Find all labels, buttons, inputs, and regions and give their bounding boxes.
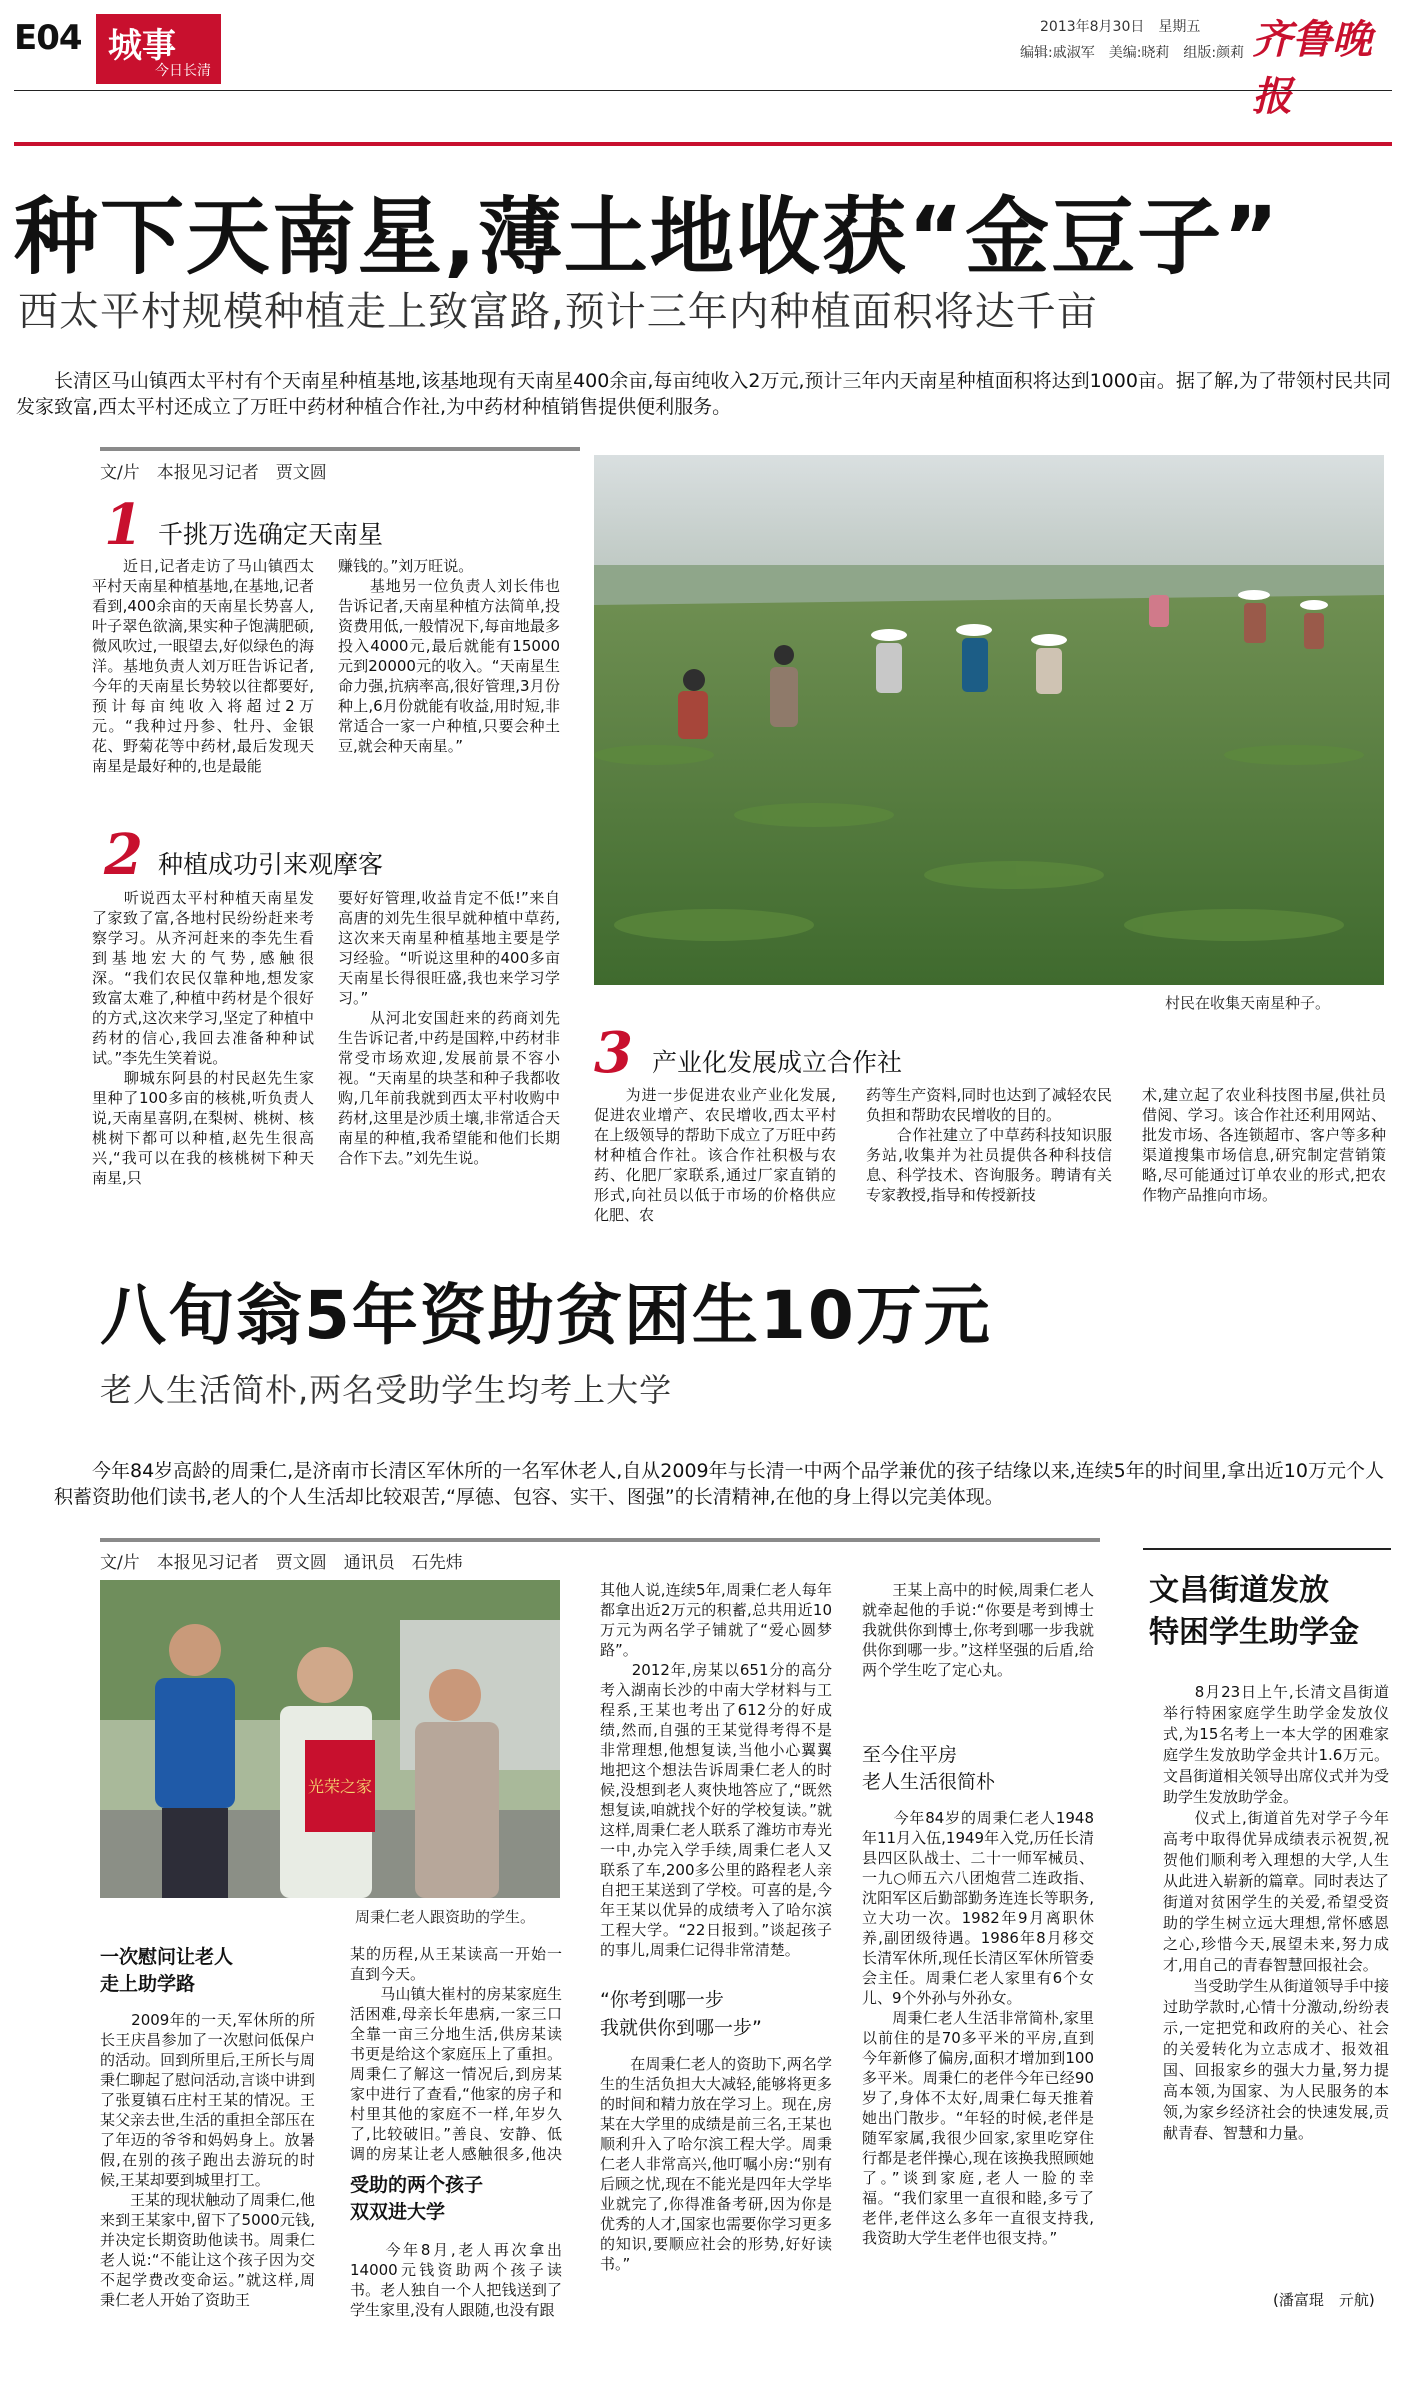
editor-credits: 编辑:戚淑军 美编:晓莉 组版:颜莉 [1020, 45, 1245, 61]
story2-subhead-1: 一次慰问让老人 走上助学路 [100, 1946, 234, 1995]
byline-rule [100, 447, 580, 451]
farm-field-photo [594, 455, 1384, 985]
header-red-rule [14, 142, 1392, 146]
story2-column-3b: 今年84岁的周秉仁老人1948年11月入伍,1949年入党,历任长清县四区队战士、二十一师军械员、一九○师五六八团炮营二连政指、沈阳军区后勤部勤务连连长等职务,立大功一次。1982年9月离职休养,副团级待遇。1986年8月移交长清军休所,现任长清区军休所管委会主任。周秉仁老人家里有6个女儿、9个外孙与外孙女。 周秉仁老人生活非常简朴,家里以前住的是70多平米的平房,直到今年新修了偏房,面积才增加到100多平米。周秉仁的老伴今年已经90岁了,身体不太好,周秉仁每天推着她出门散步。“年轻的时候,老伴是随军家属,我很少回家,家里吃穿住行都是老伴操心,现在该换我照顾她了。”谈到家庭,老人一脸的幸福。“我们家里一直很和睦,多亏了老伴,老伴这么多年一直很支持我,我资助大学生老伴也很支持。” [862, 1809, 1094, 2247]
plaque-text: 光荣之家 [307, 1777, 373, 1796]
story1-lead: 长清区马山镇西太平村有个天南星种植基地,该基地现有天南星400余亩,每亩纯收入2万元,预计三年内天南星种植面积将达到1000亩。据了解,为了带领村民共同发家致富,西太平村还成立了万旺中药材种植合作社,为中药材种植销售提供便利服务。 [16, 370, 1391, 418]
story1-sec1-column-a: 近日,记者走访了马山镇西太平村天南星种植基地,在基地,记者看到,400余亩的天南星长势喜人,叶子翠色欲滴,果实种子饱满肥硕,微风吹过,一眼望去,好似绿色的海洋。基地负责人刘万旺告诉记者,今年的天南星长势较以往都要好,预计每亩纯收入将超过2万元。“我种过丹参、牡丹、金银花、野菊花等中药材,最后发现天南星是最好种的,也是最能 [92, 557, 314, 775]
sidebar-credit: (潘富琨 亓航) [1273, 2291, 1375, 2309]
story1-subheadline: 西太平村规模种植走上致富路,预计三年内种植面积将达千亩 [18, 289, 1098, 335]
byline-rule [100, 1538, 1100, 1542]
farm-field-image [594, 455, 1384, 985]
section-number: 3 [594, 1020, 633, 1086]
story2-subheadline: 老人生活简朴,两名受助学生均考上大学 [100, 1371, 673, 1409]
newspaper-logo: 齐鲁晚报 [1252, 16, 1372, 120]
sidebar-body: 8月23日上午,长清文昌街道举行特困家庭学生助学金发放仪式,为15名考上一本大学的困难家庭学生发放助学金共计1.6万元。文昌街道相关领导出席仪式并为受助学生发放助学金。 仪式上,街道首先对学子今年高考中取得优异成绩表示祝贺,祝贺他们顺利考入理想的大学,人生从此进入崭新的篇章。同时表达了街道对贫困学生的关爱,希望受资助的学生树立远大理想,常怀感恩之心,珍惜今天,展望未来,努力成才,用自己的青春智慧回报社会。 当受助学生从街道领导手中接过助学款时,心情十分激动,纷纷表示,一定把党和政府的关心、社会的关爱转化为立志成才、报效祖国、回报家乡的强大力量,努力提高本领,为国家、为人民服务的本领,为家乡经济社会的快速发展,贡献青春、智慧和力量。 [1163, 1683, 1389, 2142]
section-title: 产业化发展成立合作社 [652, 1048, 903, 1077]
story2-headline: 八旬翁5年资助贫困生10万元 [100, 1277, 992, 1354]
portrait-caption: 周秉仁老人跟资助的学生。 [355, 1908, 536, 1926]
section-name: 城事 [108, 26, 176, 66]
story1-sec3-column-a: 为进一步促进农业产业化发展,促进农业增产、农民增收,西太平村在上级领导的帮助下成立了万旺中药材种植合作社。该合作社积极与农药、化肥厂家联系,通过厂家直销的形式,向社员以低于市场的价格供应化肥、农 [594, 1086, 836, 1224]
section-title: 千挑万选确定天南星 [158, 520, 384, 549]
story2-subhead-3: 至今住平房 老人生活很简朴 [862, 1744, 996, 1793]
section-number: 2 [104, 822, 143, 888]
story2-column-2a: 其他人说,连续5年,周秉仁老人每年都拿出近2万元的积蓄,总共用近10万元为两名学子铺就了“爱心圆梦路”。 2012年,房某以651分的高分考入湖南长沙的中南大学材料与工程系,王某也考出了612分的好成绩,然而,自强的王某觉得考得不是非常理想,他想复读,当他小心翼翼地把这个想法告诉周秉仁老人的时候,没想到老人爽快地答应了,“既然想复读,咱就找个好的学校复读。”就这样,周秉仁老人联系了潍坊市寿光一中,办完入学手续,周秉仁老人又联系了车,200多公里的路程老人亲自把王某送到了学校。可喜的是,今年王某以优异的成绩考入了哈尔滨工程大学。“22日报到。”谈起孩子的事儿,周秉仁记得非常清楚。 [600, 1581, 832, 1959]
portrait-image [100, 1580, 560, 1898]
story1-sec1-column-b: 赚钱的。”刘万旺说。 基地另一位负责人刘长伟也告诉记者,天南星种植方法简单,投资费用低,一般情况下,每亩地最多投入4000元,最后就能有15000元到20000元的收入。“天南星生命力强,抗病率高,很好管理,3月份种上,6月份就能有收益,用时短,非常适合一家一户种植,只要会种土豆,就会种天南星。” [338, 557, 560, 755]
story2-subhead-2: 受助的两个孩子 双双进大学 [350, 2174, 484, 2223]
farm-photo-caption: 村民在收集天南星种子。 [1165, 994, 1331, 1012]
portrait-photo [100, 1580, 560, 1898]
issue-date: 2013年8月30日 星期五 [1040, 19, 1201, 35]
story2-column-3a: 王某上高中的时候,周秉仁老人就牵起他的手说:“你要是考到博士我就供你到博士,你考到哪一步我就供你到哪一步。”这样坚强的后盾,给两个学生吃了定心丸。 [862, 1581, 1094, 1679]
header-rule [14, 90, 1392, 91]
sidebar-title: 文昌街道发放 特困学生助学金 [1149, 1573, 1359, 1650]
story2-quote-head: “你考到哪一步 我就供你到哪一步” [600, 1989, 762, 2039]
story1-headline: 种下天南星,薄土地收获“金豆子” [14, 188, 1281, 286]
story1-sec3-column-b: 药等生产资料,同时也达到了减轻农民负担和帮助农民增收的目的。 合作社建立了中草药科技知识服务站,收集并为社员提供各种科技信息、科学技术、咨询服务。聘请有关专家教授,指导和传授新技 [866, 1086, 1112, 1204]
story2-column-1b: 某的历程,从王某读高一开始一直到今天。 马山镇大崔村的房某家庭生活困难,母亲长年患病,一家三口全靠一亩三分地生活,供房某读书更是给这个家庭压上了重担。周秉仁了解这一情况后,到房某家中进行了查看,“他家的房子和村里其他的家庭不一样,年岁久了,比较破旧。”善良、安静、低调的房某让老人感触很多,他决 [350, 1945, 562, 2163]
section-tag [96, 14, 221, 84]
story1-sec2-column-a: 听说西太平村种植天南星发了家致了富,各地村民纷纷赶来考察学习。从齐河赶来的李先生看到基地宏大的气势,感触很深。“我们农民仅靠种地,想发家致富太难了,种植中药材是个很好的方式,这次来学习,坚定了种植中药材的信心,我回去准备种种试试。”李先生笑着说。 聊城东阿县的村民赵先生家里种了100多亩的核桃,听负责人说,天南星喜阴,在梨树、桃树、核桃树下都可以种植,赵先生很高兴,“我可以在我的核桃树下种天南星,只 [92, 889, 314, 1187]
story2-lead: 今年84岁高龄的周秉仁,是济南市长清区军休所的一名军休老人,自从2009年与长清一中两个品学兼优的孩子结缘以来,连续5年的时间里,拿出近10万元个人积蓄资助他们读书,老人的个人生活却比较艰苦,“厚德、包容、实干、图强”的长清精神,在他的身上得以完美体现。 [54, 1460, 1384, 1508]
story1-sec2-column-b: 要好好管理,收益肯定不低!”来自高唐的刘先生很早就种植中草药,这次来天南星种植基地主要是学习经验。“听说这里种的400多亩天南星长得很旺盛,我也来学习学习。” 从河北安国赶来的药商刘先生告诉记者,中药是国粹,中药材非常受市场欢迎,发展前景不容小视。“天南星的块茎和种子我都收购,几年前我就到西太平村收购中药材,这里是沙质土壤,非常适合天南星的种植,我希望能和他们长期合作下去。”刘先生说。 [338, 889, 560, 1167]
section-number: 1 [104, 492, 143, 558]
section-title: 种植成功引来观摩客 [158, 850, 384, 879]
story2-column-1c: 今年8月,老人再次拿出14000元钱资助两个孩子读书。老人独自一个人把钱送到了学生家里,没有人跟随,也没有跟 [350, 2241, 562, 2319]
page-number: E04 [14, 18, 82, 58]
story1-byline: 文/片 本报见习记者 贾文圆 [100, 463, 327, 483]
story2-byline: 文/片 本报见习记者 贾文圆 通讯员 石先炜 [100, 1553, 463, 1573]
story2-column-2b: 在周秉仁老人的资助下,两名学生的生活负担大大减轻,能够将更多的时间和精力放在学习上。现在,房某在大学里的成绩是前三名,王某也顺利升入了哈尔滨工程大学。周秉仁老人非常高兴,他叮嘱小房:“别有后顾之忧,现在不能光是四年大学毕业就完了,你得准备考研,因为你是优秀的人才,国家也需要你学习更多的知识,要顺应社会的形势,好好读书。” [600, 2055, 832, 2273]
sidebar-box [1143, 1548, 1391, 2345]
story2-column-1a: 2009年的一天,军休所的所长王庆昌参加了一次慰问低保户的活动。回到所里后,王所长与周秉仁聊起了慰问活动,言谈中讲到了张夏镇石庄村王某的情况。王某父亲去世,生活的重担全部压在了年迈的爷爷和妈妈身上。放暑假,在别的孩子跑出去游玩的时候,王某却要到城里打工。 王某的现状触动了周秉仁,他来到王某家中,留下了5000元钱,并决定长期资助他读书。周秉仁老人说:“不能让这个孩子因为交不起学费改变命运。”就这样,周秉仁老人开始了资助王 [100, 2011, 315, 2309]
story1-sec3-column-c: 术,建立起了农业科技图书屋,供社员借阅、学习。该合作社还利用网站、批发市场、各连锁超市、客户等多种渠道搜集市场信息,研究制定营销策略,尽可能通过订单农业的形式,把农作物产品推向市场。 [1142, 1086, 1386, 1204]
section-subtitle: 今日长清 [155, 63, 211, 79]
